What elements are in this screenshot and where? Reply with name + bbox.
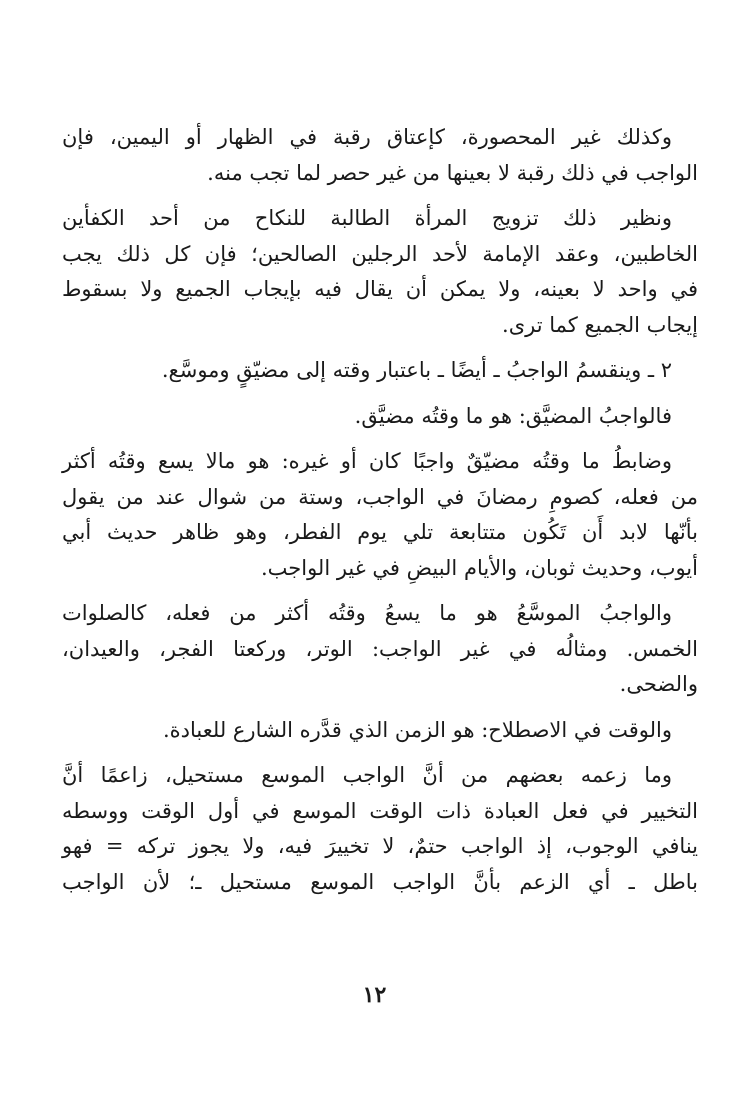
text-line: من فعله، كصومِ رمضانَ في الواجب، وستة من شوال عند من يقول — [62, 484, 698, 509]
text-line: ينافي الوجوب، إذ الواجب حتمٌ، لا تخييرَ فيه، ولا يجوز تركه = فهو — [62, 834, 698, 858]
paragraph-2 — [62, 201, 698, 343]
paragraph-5 — [62, 444, 698, 586]
text-line: والوقت في الاصطلاح: هو الزمن الذي قدَّره الشارع للعبادة. — [162, 717, 672, 742]
text-line: وكذلك غير المحصورة، كإعتاق رقبة في الظهار أو اليمين، فإن — [62, 125, 672, 149]
paragraph-3 — [62, 353, 698, 389]
text-line: الخمس. ومثالُه في غير الواجب: الوتر، وركعتا الفجر، والعيدان، — [62, 636, 698, 661]
text-line: والواجبُ الموسَّعُ هو ما يسعُ وقتُه أكثر من فعله، كالصلوات — [62, 601, 673, 625]
text-line: باطل ـ أي الزعم بأنَّ الواجب الموسع مستحيل ـ؛ لأن الواجب — [62, 869, 698, 894]
text-line: الواجب في ذلك رقبة لا بعينها من غير حصر لما تجب منه. — [207, 160, 698, 185]
text-line: أيوب، وحديث ثوبان، والأيام البيضِ في غير الواجب. — [260, 555, 698, 580]
paragraph-8 — [62, 758, 698, 900]
text-line: التخيير في فعل العبادة ذات الوقت الموسع في أول الوقت ووسطه — [62, 798, 698, 823]
text-line: في واحد لا بعينه، ولا يمكن أن يقال فيه بإيجاب الجميع ولا بسقوط — [62, 277, 698, 301]
paragraph-1 — [62, 120, 698, 191]
text-line: والضحى. — [619, 672, 698, 696]
text-line: فالواجبُ المضيَّق: هو ما وقتُه مضيَّق. — [354, 403, 672, 428]
text-line: ونظير ذلك تزويج المرأة الطالبة للنكاح من أحد الكفأين — [62, 206, 672, 230]
paragraph-4 — [62, 399, 698, 435]
page-number: ١٢ — [362, 982, 387, 1008]
text-line: إيجاب الجميع كما ترى. — [502, 312, 698, 337]
paragraph-6 — [62, 596, 698, 703]
text-line: وما زعمه بعضهم من أنَّ الواجب الموسع مستحيل، زاعمًا أنَّ — [62, 763, 672, 787]
text-line: ٢ ـ وينقسمُ الواجبُ ـ أيضًا ـ باعتبار وقته إلى مضيّقٍ وموسَّع. — [161, 358, 672, 382]
paragraph-7 — [62, 713, 698, 749]
text-line: وضابطُ ما وقتُه مضيّقٌ واجبًا كان أو غيره: هو مالا يسع وقتُه أكثر — [62, 449, 672, 473]
text-line: بأنّها لابد أَن تَكُون متتابعة تلي يوم الفطر، وهو ظاهر حديث أبي — [62, 520, 698, 544]
text-line: الخاطبين، وعقد الإمامة لأحد الرجلين الصالحين؛ فإن كل ذلك يجب — [62, 241, 698, 266]
body-text — [62, 120, 698, 910]
